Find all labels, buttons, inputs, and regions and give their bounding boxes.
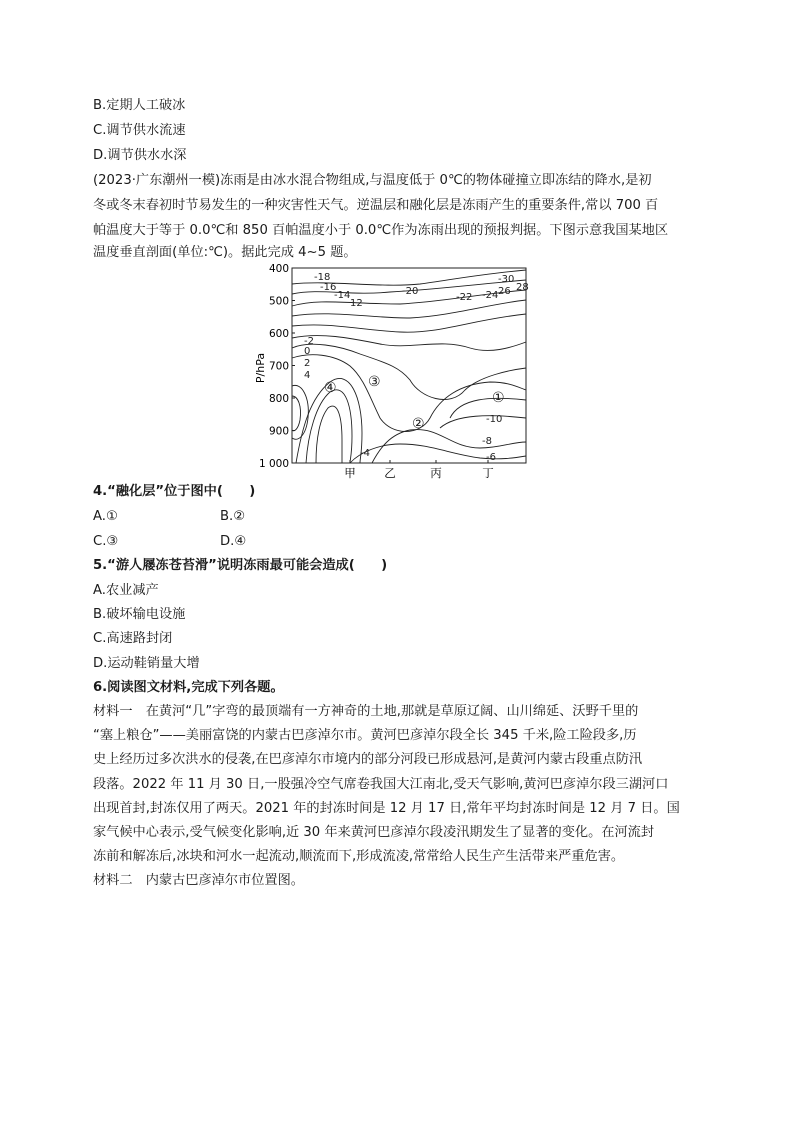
region-marker-4: ④ [324,380,337,396]
chart-svg [250,258,530,483]
contour-line [372,430,526,463]
contour-label: -10 [486,414,503,425]
material2-line: 材料二 内蒙古巴彦淖尔市位置图。 [93,873,304,888]
contour-label: -8 [482,436,492,447]
contour-label: -18 [314,272,331,283]
contour-line [306,390,352,463]
q5-option-b[interactable]: B.破坏输电设施 [93,607,186,622]
x-tick-label: 丁 [482,466,494,480]
region-marker-2: ② [412,416,425,432]
y-tick-label: 700 [268,360,289,373]
contour-line [292,336,526,351]
q4-option-a[interactable]: A.① [93,509,118,524]
option-b-prev: B.定期人工破冰 [93,98,186,113]
q4-option-d[interactable]: D.④ [220,534,247,549]
y-tick-label: 600 [268,328,289,340]
q4-option-c[interactable]: C.③ [93,534,119,549]
intro-line-1: (2023·广东潮州一模)冻雨是由冰水混合物组成,与温度低于 0℃的物体碰撞立即冻结的降水,是初 [93,173,652,188]
material1-line-3: 史上经历过多次洪水的侵袭,在巴彦淖尔市境内的部分河段已形成悬河,是黄河内蒙古段重点防汛 [93,752,643,767]
q5-stem: 5.“游人屦冻苍苔滑”说明冻雨最可能会造成( ) [93,558,388,573]
contour-label: 0 [304,346,311,357]
y-axis-label: P/hPa [254,352,267,384]
q5-option-a[interactable]: A.农业减产 [93,583,159,598]
contour-label: 4 [304,370,311,381]
q6-stem: 6.阅读图文材料,完成下列各题。 [93,680,284,695]
x-tick-label: 甲 [344,466,356,480]
q4-option-b[interactable]: B.② [220,509,246,524]
contour-label: -16 [320,282,337,293]
x-tick-label: 乙 [384,466,396,480]
contour-line [292,300,526,318]
option-d-prev: D.调节供水水深 [93,148,187,163]
y-tick-label: 900 [268,425,289,438]
contour-label: -14 [334,290,351,301]
contour-label: -30 [498,274,515,285]
contour-label: 26 [498,286,511,297]
contour-line [292,314,526,332]
region-marker-3: ③ [368,374,381,390]
contour-label: -24 [482,290,499,301]
contour-label: -6 [486,452,496,463]
contour-label: 28 [516,282,529,293]
q5-option-c[interactable]: C.高速路封闭 [93,631,173,646]
intro-line-4: 温度垂直剖面(单位:℃)。据此完成 4~5 题。 [93,245,357,260]
material1-line-4: 段落。2022 年 11 月 30 日,一股强冷空气席卷我国大江南北,受天气影响,黄河巴彦淖尔段三湖河口 [93,777,669,792]
contour-line [350,444,526,463]
intro-line-2: 冬或冬末春初时节易发生的一种灾害性天气。逆温层和融化层是冻雨产生的重要条件,常以 700 百 [93,198,659,213]
contour-label: -20 [402,286,419,297]
y-tick-label: 500 [268,295,289,308]
y-tick-label: 800 [268,393,289,405]
contour-label: -4 [360,448,370,459]
contour-line [292,396,301,431]
material1-line-7: 冻前和解冻后,冰块和河水一起流动,顺流而下,形成流凌,常常给人民生产生活带来严重危害。 [93,849,625,864]
material1-line-6: 家气候中心表示,受气候变化影响,近 30 年来黄河巴彦淖尔段凌汛期发生了显著的变化。在河流封 [93,825,655,840]
contour-label: -2 [304,336,314,347]
contour-line [440,416,526,428]
intro-line-3: 帕温度大于等于 0.0℃和 850 百帕温度小于 0.0℃作为冻雨出现的预报判据。下图示意我国某地区 [93,223,669,238]
material1-line-2: “塞上粮仓”——美丽富饶的内蒙古巴彦淖尔市。黄河巴彦淖尔段全长 345 千米,险工险段多,历 [93,728,637,743]
contour-label: 2 [304,358,311,369]
contour-label: -22 [456,292,473,303]
x-tick-label: 丙 [430,466,442,480]
q5-option-d[interactable]: D.运动鞋销量大增 [93,656,200,671]
material1-line-1: 材料一 在黄河“几”字弯的最顶端有一方神奇的土地,那就是草原辽阔、山川绵延、沃野千里的 [93,704,639,719]
region-marker-1: ① [492,390,505,406]
contour-line [316,406,342,463]
temperature-profile-chart [250,258,530,483]
q4-stem: 4.“融化层”位于图中( ) [93,484,256,499]
material1-line-5: 出现首封,封冻仅用了两天。2021 年的封冻时间是 12 月 17 日,常年平均封冻时间是 12 月 7 日。国 [93,801,680,816]
y-tick-label: 400 [268,263,289,275]
y-tick-label: 1 000 [258,458,289,470]
option-c-prev: C.调节供水流速 [93,123,186,138]
contour-label: 12 [350,298,363,309]
